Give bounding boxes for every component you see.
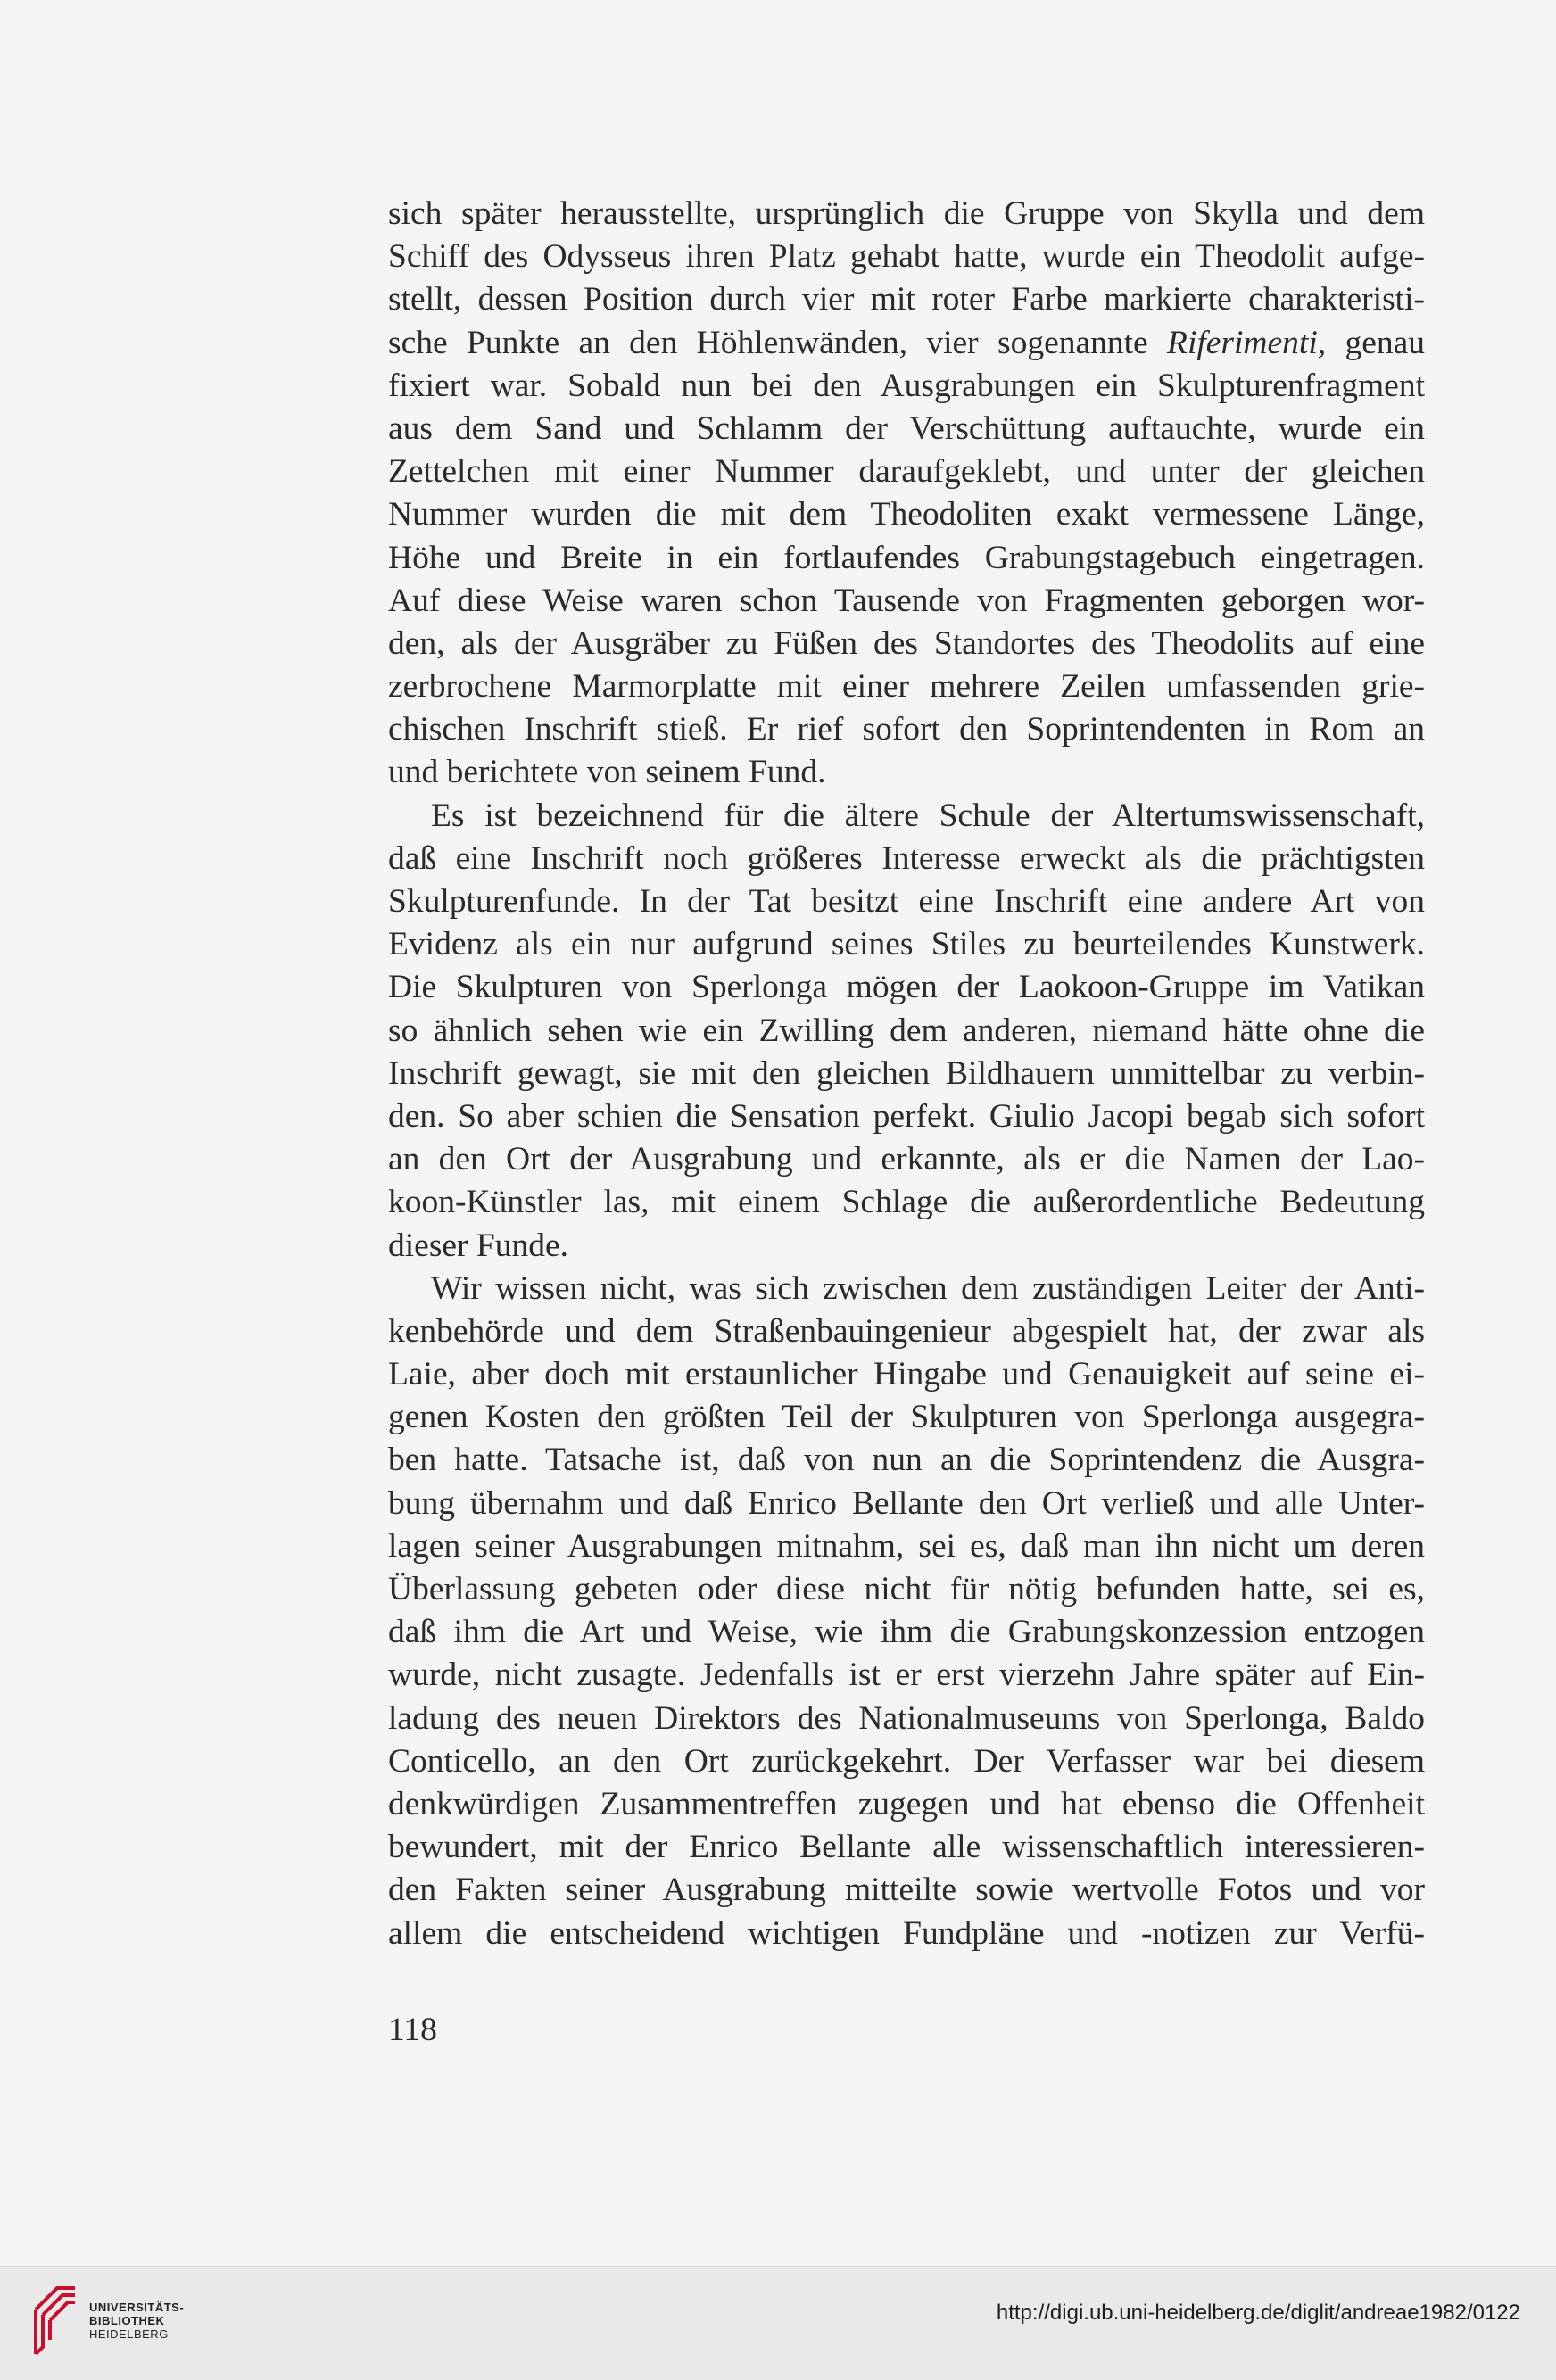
text-line: Nummer wurden die mit dem Theodoliten exakt vermessene Länge, — [388, 496, 1425, 533]
text-line: Wir wissen nicht, was sich zwischen dem zuständigen Leiter der Anti- — [431, 1269, 1425, 1307]
library-name-line: UNIVERSITÄTS- — [89, 2301, 185, 2314]
library-name-line: HEIDELBERG — [89, 2327, 169, 2341]
text-line: Es ist bezeichnend für die ältere Schule der Altertumswissenschaft, — [431, 797, 1425, 834]
text-line: den. So aber schien die Sensation perfekt. Giulio Jacopi begab sich sofort — [388, 1097, 1425, 1135]
text-line: den Fakten seiner Ausgrabung mitteilte sowie wertvolle Fotos und vor — [388, 1872, 1425, 1909]
text-line: Die Skulpturen von Sperlonga mögen der Laokoon-Gruppe im Vatikan — [388, 969, 1425, 1006]
library-name — [89, 2301, 184, 2341]
text-line: genen Kosten den größten Teil der Skulpturen von Sperlonga ausgegra- — [388, 1399, 1425, 1436]
text-line: aus dem Sand und Schlamm der Verschüttung auftauchte, wurde ein — [388, 409, 1425, 447]
text-line: ladung des neuen Direktors des Nationalmuseums von Sperlonga, Baldo — [388, 1699, 1425, 1737]
text-line: Schiff des Odysseus ihren Platz gehabt hatte, wurde ein Theodolit aufge- — [388, 238, 1425, 276]
text-line: Auf diese Weise waren schon Tausende von Fragmenten geborgen wor- — [388, 582, 1425, 619]
text-line: und berichtete von seinem Fund. — [388, 754, 826, 791]
text-line: lagen seiner Ausgrabungen mitnahm, sei es, daß man ihn nicht um deren — [388, 1527, 1425, 1565]
text-line: koon-Künstler las, mit einem Schlage die außerordentliche Bedeutung — [388, 1184, 1425, 1221]
text-line: so ähnlich sehen wie ein Zwilling dem anderen, niemand hätte ohne die — [388, 1012, 1425, 1049]
text-line: kenbehörde und dem Straßenbauingenieur abgespielt hat, der zwar als — [388, 1312, 1425, 1350]
text-line: denkwürdigen Zusammentreffen zugegen und hat ebenso die Offenheit — [388, 1785, 1425, 1822]
library-name-line: BIBLIOTHEK — [89, 2314, 165, 2327]
text-line: wurde, nicht zusagte. Jedenfalls ist er erst vierzehn Jahre später auf Ein- — [388, 1657, 1425, 1694]
text-line: Höhe und Breite in ein fortlaufendes Grabungstagebuch eingetragen. — [388, 539, 1425, 576]
text-line: dieser Funde. — [388, 1227, 569, 1264]
text-line: Conticello, an den Ort zurückgekehrt. Der Verfasser war bei diesem — [388, 1742, 1425, 1780]
text-line: ben hatte. Tatsache ist, daß von nun an die Soprintendenz die Ausgra- — [388, 1442, 1425, 1479]
text-line: sich später herausstellte, ursprünglich die Gruppe von Skylla und dem — [388, 195, 1425, 232]
text-line: Evidenz als ein nur aufgrund seines Stiles zu beurteilendes Kunstwerk. — [388, 926, 1425, 963]
body-text — [388, 193, 1425, 1955]
text-line: stellt, dessen Position durch vier mit roter Farbe markierte charakteristi- — [388, 281, 1425, 318]
text-line: bewundert, mit der Enrico Bellante alle wissenschaftlich interessieren- — [388, 1829, 1425, 1866]
italic-term: Riferimenti, — [1167, 324, 1327, 361]
text-line: an den Ort der Ausgrabung und erkannte, als er die Namen der Lao- — [388, 1141, 1425, 1178]
text-line: daß eine Inschrift noch größeres Interesse erweckt als die prächtigsten — [388, 839, 1425, 877]
page-number: 118 — [388, 2012, 437, 2048]
source-url-link[interactable]: http://digi.ub.uni-heidelberg.de/diglit/andreae1982/0122 — [996, 2301, 1520, 2325]
text-line: Inschrift gewagt, sie mit den gleichen Bildhauern unmittelbar zu verbin- — [388, 1054, 1425, 1092]
text-line: Zettelchen mit einer Nummer daraufgeklebt, und unter der gleichen — [388, 453, 1425, 491]
text-line: Laie, aber doch mit erstaunlicher Hingabe und Genauigkeit auf seine ei- — [388, 1356, 1425, 1393]
text-line: den, als der Ausgräber zu Füßen des Standortes des Theodolits auf eine — [388, 624, 1425, 662]
text-line: chischen Inschrift stieß. Er rief sofort den Soprintendenten in Rom an — [388, 711, 1425, 748]
text-segment: sche Punkte an den Höhlenwänden, vier sogenannte — [388, 324, 1168, 361]
text-segment: genau — [1326, 324, 1425, 361]
text-line — [388, 322, 1425, 365]
text-line: Skulpturenfunde. In der Tat besitzt eine Inschrift eine andere Art von — [388, 883, 1425, 920]
library-logo-icon — [32, 2285, 79, 2358]
text-line: daß ihm die Art und Weise, wie ihm die Grabungskonzession entzogen — [388, 1614, 1425, 1651]
library-footer — [0, 2266, 1556, 2380]
text-line: Überlassung gebeten oder diese nicht für nötig befunden hatte, sei es, — [388, 1571, 1425, 1607]
text-line: zerbrochene Marmorplatte mit einer mehrere Zeilen umfassenden grie- — [388, 668, 1425, 706]
text-line: allem die entscheidend wichtigen Fundpläne und -notizen zur Verfü- — [388, 1914, 1425, 1952]
text-line: fixiert war. Sobald nun bei den Ausgrabungen ein Skulpturenfragment — [388, 367, 1425, 404]
text-line: bung übernahm und daß Enrico Bellante den Ort verließ und alle Unter- — [388, 1484, 1425, 1522]
